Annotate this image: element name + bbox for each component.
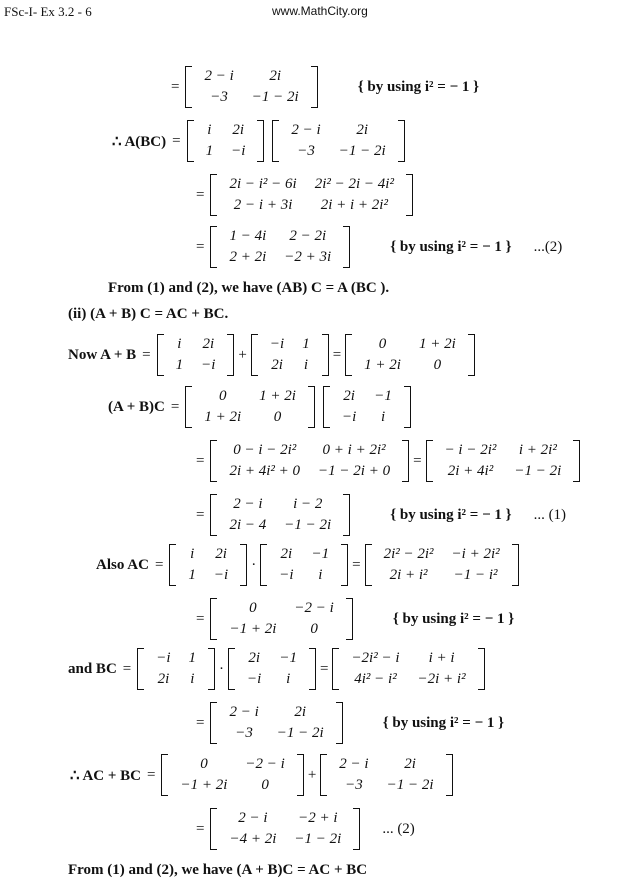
matrix-cell: 1 — [205, 143, 214, 159]
matrix-cell: −1 — [374, 388, 392, 404]
matrix-cell: 2 − i + 3i — [233, 197, 293, 213]
matrix-cell: 0 — [249, 600, 257, 616]
matrix-cell: i — [177, 336, 182, 352]
matrix-cell: −3 — [345, 777, 363, 793]
equation-line — [190, 490, 566, 540]
matrix-cell: −i — [201, 357, 216, 373]
matrix — [187, 118, 265, 164]
equation-line — [96, 540, 519, 590]
matrix-cell: 2i — [248, 650, 261, 666]
matrix-cell: 1 + 2i — [204, 409, 242, 425]
equation-line — [112, 116, 405, 166]
matrix-cell: 4i² − i² — [354, 671, 397, 687]
matrix-cell: −1 − 2i — [276, 725, 324, 741]
equation-line — [190, 436, 580, 486]
matrix-cell: 2i² − 2i² — [383, 546, 434, 562]
matrix-cell: 1 — [175, 357, 184, 373]
equals-sign: = — [154, 556, 164, 573]
matrix-cell: 2i — [215, 546, 227, 562]
matrix-cell: 2i + 4i² — [447, 463, 494, 479]
matrix — [332, 646, 484, 692]
matrix-cell: −2 − i — [294, 600, 334, 616]
matrix-cell: 1 + 2i — [259, 388, 296, 404]
matrix-cell: 0 — [219, 388, 227, 404]
matrix-cell: −i — [213, 567, 229, 583]
equals-sign: = — [196, 238, 205, 255]
equation-line — [190, 170, 413, 220]
equation-line — [68, 644, 485, 694]
matrix-cell: 0 — [378, 336, 387, 352]
equation-tag: ... (1) — [533, 506, 567, 523]
matrix-cell: 2 − i — [229, 704, 259, 720]
matrix-cell: i — [380, 409, 386, 425]
equation-line — [165, 62, 479, 112]
matrix-cell: −1 − 2i — [514, 463, 562, 479]
operator: = — [413, 452, 422, 469]
equals-sign: = — [170, 398, 180, 415]
equation-note: { by using i² = − 1 } — [390, 238, 512, 255]
equation-tag: ... (2) — [382, 820, 415, 837]
matrix-cell: 2i — [202, 336, 215, 352]
matrix — [426, 438, 581, 484]
operator: = — [352, 556, 361, 573]
matrix — [365, 542, 519, 588]
equals-sign: = — [142, 346, 151, 363]
equation-label: ∴ AC + BC — [70, 767, 142, 784]
matrix-cell: 2 − i — [291, 122, 321, 138]
equals-sign: = — [171, 78, 180, 95]
matrix-cell: −1 − 2i — [251, 89, 299, 105]
page-header-site: www.MathCity.org — [272, 4, 368, 18]
matrix — [323, 384, 411, 430]
matrix-cell: −2i² − i — [351, 650, 400, 666]
matrix-cell: 1 — [188, 567, 196, 583]
equals-sign: = — [196, 186, 205, 203]
equation-line — [190, 594, 514, 644]
matrix — [210, 172, 413, 218]
matrix-cell: 2i² − 2i − 4i² — [314, 176, 394, 192]
matrix — [272, 118, 404, 164]
equation-tag: ...(2) — [533, 238, 563, 255]
matrix-cell: 2i — [404, 756, 416, 772]
operator: = — [332, 346, 342, 363]
matrix-cell: −i + 2i² — [451, 546, 500, 562]
matrix-cell: 0 — [261, 777, 269, 793]
matrix-cell: −1 − i² — [453, 567, 498, 583]
matrix-cell: i — [286, 671, 291, 687]
matrix-cell: −i — [279, 567, 294, 583]
operator: + — [307, 766, 317, 783]
equation-note: { by using i² = − 1 } — [390, 506, 512, 523]
matrix-cell: 2i + 4i² + 0 — [229, 463, 301, 479]
matrix-cell: −i — [247, 671, 262, 687]
matrix-cell: −1 − 2i + 0 — [318, 463, 391, 479]
matrix — [345, 332, 475, 378]
operator: = — [319, 660, 329, 677]
matrix — [210, 492, 350, 538]
matrix — [210, 700, 342, 746]
matrix — [161, 752, 303, 798]
matrix-cell: 0 — [433, 357, 442, 373]
matrix-cell: 2i — [269, 68, 282, 84]
equation-line — [108, 382, 411, 432]
matrix-cell: −1 − 2i — [338, 143, 386, 159]
matrix-cell: 2 + 2i — [229, 249, 267, 265]
equals-sign: = — [196, 714, 205, 731]
equation-line — [70, 750, 453, 800]
matrix-cell: −1 − 2i — [386, 777, 434, 793]
matrix-cell: −1 — [279, 650, 297, 666]
matrix-cell: 1 — [188, 650, 197, 666]
matrix-cell: −2 − i — [245, 756, 285, 772]
matrix-cell: 2i — [280, 546, 293, 562]
matrix — [210, 224, 350, 270]
matrix-cell: 2i — [271, 357, 283, 373]
matrix-cell: −i — [156, 650, 171, 666]
matrix-cell: 2i + i + 2i² — [320, 197, 388, 213]
matrix-cell: 2i — [343, 388, 355, 404]
conclusion-text-2: From (1) and (2), we have (A + B)C = AC + BC — [68, 862, 368, 878]
matrix-cell: 0 — [273, 409, 282, 425]
matrix — [210, 438, 409, 484]
matrix — [320, 752, 452, 798]
equals-sign: = — [196, 506, 205, 523]
equals-sign: = — [196, 820, 205, 837]
equation-line — [190, 222, 562, 272]
matrix-cell: −1 − 2i — [284, 517, 332, 533]
operator: · — [219, 660, 225, 677]
matrix-cell: 0 — [310, 621, 318, 637]
matrix-cell: i — [303, 357, 309, 373]
equals-sign: = — [196, 610, 205, 627]
matrix — [157, 332, 235, 378]
equation-label: ∴ A(BC) — [112, 133, 167, 150]
matrix-cell: 2i — [356, 122, 368, 138]
matrix-cell: 2 − i — [233, 496, 263, 512]
matrix-cell: 2 − i — [204, 68, 234, 84]
equation-label: Now A + B — [68, 346, 137, 363]
matrix-cell: −i — [341, 409, 357, 425]
matrix-cell: 2i + i² — [389, 567, 428, 583]
matrix-cell: 1 — [302, 336, 310, 352]
matrix-cell: 2i − 4 — [229, 517, 267, 533]
matrix-cell: 2i − i² − 6i — [229, 176, 297, 192]
matrix — [251, 332, 329, 378]
matrix-cell: −3 — [210, 89, 228, 105]
matrix-cell: −i — [231, 143, 246, 159]
equation-line — [190, 804, 415, 854]
equation-label: Also AC — [96, 556, 149, 573]
matrix-cell: −1 — [311, 546, 330, 562]
equation-line — [68, 330, 475, 380]
equation-note: { by using i² = − 1 } — [392, 610, 515, 627]
matrix-cell: i — [190, 671, 195, 687]
matrix — [210, 596, 352, 642]
matrix-cell: 2i — [157, 671, 170, 687]
matrix-cell: 0 — [200, 756, 208, 772]
matrix-cell: −i — [269, 336, 285, 352]
matrix-cell: i — [190, 546, 195, 562]
equation-label: and BC — [68, 660, 117, 677]
matrix — [137, 646, 215, 692]
equation-line — [190, 698, 504, 748]
matrix-cell: 0 + i + 2i² — [322, 442, 386, 458]
matrix-cell: i — [207, 122, 212, 138]
operator: + — [238, 346, 247, 363]
matrix-cell: 0 − i − 2i² — [233, 442, 297, 458]
matrix-cell: 1 − 4i — [229, 228, 267, 244]
matrix-cell: −1 − 2i — [294, 831, 342, 847]
matrix-cell: −1 + 2i — [229, 621, 277, 637]
page-header-left: FSc-I- Ex 3.2 - 6 — [4, 4, 92, 19]
matrix-cell: −4 + 2i — [229, 831, 277, 847]
matrix-cell: − i − 2i² — [444, 442, 497, 458]
matrix — [185, 64, 317, 110]
equation-note: { by using i² = − 1 } — [357, 78, 480, 95]
matrix — [260, 542, 348, 588]
equals-sign: = — [122, 660, 132, 677]
matrix-cell: −2i + i² — [417, 671, 466, 687]
matrix — [228, 646, 316, 692]
matrix-cell: 1 + 2i — [364, 357, 401, 373]
matrix-cell: −3 — [235, 725, 253, 741]
matrix — [185, 384, 315, 430]
matrix-cell: −3 — [297, 143, 315, 159]
matrix-cell: 2 − i — [238, 810, 268, 826]
matrix-cell: −1 + 2i — [180, 777, 228, 793]
matrix-cell: 1 + 2i — [418, 336, 456, 352]
operator: · — [251, 556, 257, 573]
equals-sign: = — [147, 766, 156, 783]
conclusion-text-1: From (1) and (2), we have (AB) C = A (BC ). — [108, 280, 390, 296]
matrix-cell: −2 + 3i — [284, 249, 332, 265]
matrix-cell: i + 2i² — [518, 442, 557, 458]
equals-sign: = — [172, 132, 181, 149]
matrix-cell: 2i — [232, 122, 245, 138]
equals-sign: = — [196, 452, 205, 469]
equation-note: { by using i² = − 1 } — [382, 714, 505, 731]
matrix-cell: −2 + i — [298, 810, 338, 826]
part-ii-heading: (ii) (A + B) C = AC + BC. — [68, 306, 229, 322]
matrix-cell: 2 − i — [339, 756, 369, 772]
matrix — [210, 806, 360, 852]
matrix-cell: 2 − 2i — [289, 228, 327, 244]
matrix-cell: i + i — [428, 650, 455, 666]
matrix-cell: i − 2 — [293, 496, 323, 512]
matrix-cell: 2i — [294, 704, 307, 720]
matrix-cell: i — [318, 567, 323, 583]
equation-label: (A + B)C — [108, 398, 165, 415]
matrix — [169, 542, 247, 588]
